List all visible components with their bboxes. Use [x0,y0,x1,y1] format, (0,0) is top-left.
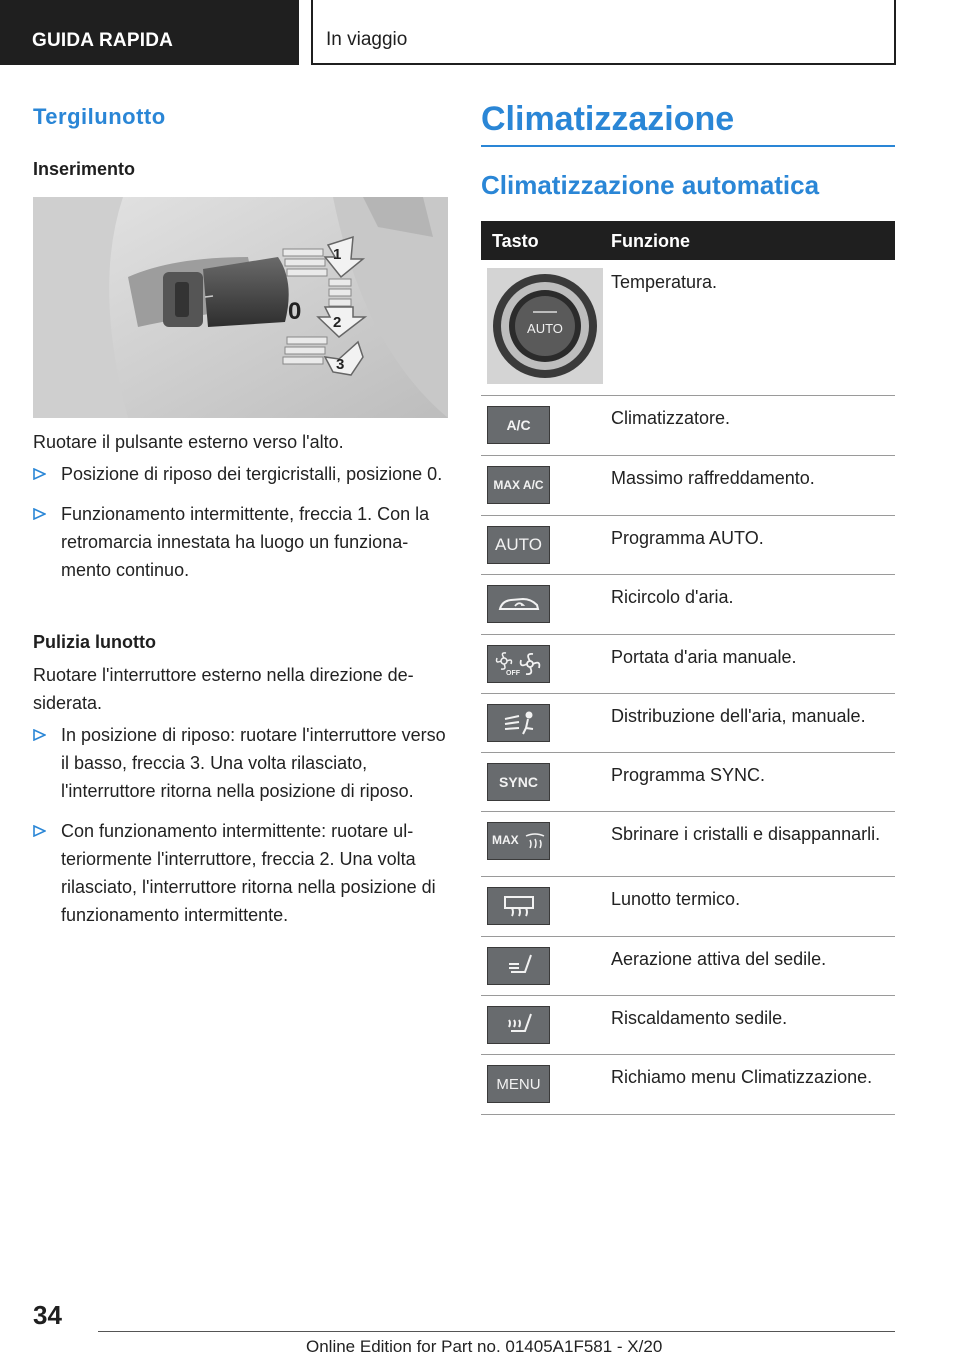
function-text: Sbrinare i cristalli e disappannarli. [611,824,881,844]
table-row [481,635,895,694]
section-subtitle: Climatizzazione automatica [481,170,820,200]
footer-divider [98,1331,895,1332]
list-item [33,500,448,584]
air-distribution-icon [487,704,550,742]
fan-icon [487,645,550,683]
section-title: Tergilunotto [33,104,166,129]
max-ac-icon: MAX A/C [487,466,550,504]
seat-heating-icon [487,1006,550,1044]
temperature-dial-icon [487,268,603,384]
arrow-label-2: 2 [333,314,342,331]
dial-auto-label: AUTO [527,321,563,336]
bullet-text: Posizione di riposo dei tergicristalli, posizione 0. [61,464,443,484]
clean-heading: Pulizia lunotto [33,632,156,652]
table-row [481,996,895,1055]
function-text: Lunotto termico. [611,889,741,909]
column-header-key: Tasto [492,231,539,251]
table-row [481,937,895,996]
function-text: Temperatura. [611,272,718,292]
table-row [481,694,895,753]
function-text: Massimo raffreddamento. [611,468,815,488]
triangle-bullet-icon [33,729,46,741]
insert-heading: Inserimento [33,159,136,179]
triangle-bullet-icon [33,468,46,480]
max-defrost-label: MAX [491,833,519,847]
menu-icon: MENU [487,1065,550,1103]
title-divider [481,145,895,147]
rear-defrost-icon [487,887,550,925]
arrow-label-1: 1 [333,246,342,263]
insert-instruction: Ruotare il pulsante esterno verso l'alto. [33,432,344,452]
function-text: Richiamo menu Climatizzazione. [611,1067,873,1087]
recirculation-icon [487,585,550,623]
sync-icon: SYNC [487,763,550,801]
function-text: Programma AUTO. [611,528,764,548]
chapter-title: Climatizzazione [481,100,735,138]
column-header-function: Funzione [611,231,690,251]
table-row [481,812,895,877]
function-text: Portata d'aria manuale. [611,647,797,667]
table-header [481,221,895,260]
function-text: Programma SYNC. [611,765,766,785]
list-item [33,721,448,805]
table-row [481,877,895,937]
clean-instruction: Ruotare l'interruttore esterno nella direzione desiderata. [33,665,414,713]
triangle-bullet-icon [33,508,46,520]
max-defrost-icon [487,822,550,860]
function-text: Distribuzione dell'aria, manuale. [611,706,866,726]
footer-edition: Online Edition for Part no. 01405A1F581 - X/20 [306,1337,663,1356]
position-label-0: 0 [288,298,302,325]
function-text: Climatizzatore. [611,408,731,428]
bullet-text: Con funzionamento intermittente: ruotare ulteriormente l'interruttore, freccia 2. Una volta rilasciato, l'interruttore ritorna nella posizione di funzionamento intermittente. [61,821,436,925]
table-row [481,1055,895,1115]
arrow-label-3: 3 [336,356,345,373]
list-item [33,460,448,488]
table-row [481,575,895,635]
insert-bullet-list [33,460,448,596]
bullet-text: Funzionamento intermittente, freccia 1. Con la retromarcia innestata ha luogo un funzionamento continuo. [61,504,430,580]
table-row [481,516,895,575]
function-text: Aerazione attiva del sedile. [611,949,827,969]
bullet-text: In posizione di riposo: ruotare l'interruttore verso il basso, freccia 3. Una volta rilasciato, l'interruttore ritorna nella posizione di riposo. [61,725,446,801]
table-row [481,260,895,396]
table-row [481,396,895,456]
wiper-stalk-photo [33,197,448,418]
table-row [481,456,895,516]
header-chapter-tab: In viaggio [311,0,896,65]
table-row [481,753,895,812]
fan-off-label: OFF [505,670,520,677]
list-item [33,817,448,929]
function-text: Riscaldamento sedile. [611,1008,788,1028]
clean-bullet-list [33,721,448,941]
seat-ventilation-icon [487,947,550,985]
function-text: Ricircolo d'aria. [611,587,734,607]
triangle-bullet-icon [33,825,46,837]
header-section-tab: GUIDA RAPIDA [0,0,299,65]
ac-icon: A/C [487,406,550,444]
page-number: 34 [33,1300,62,1330]
auto-icon: AUTO [487,526,550,564]
